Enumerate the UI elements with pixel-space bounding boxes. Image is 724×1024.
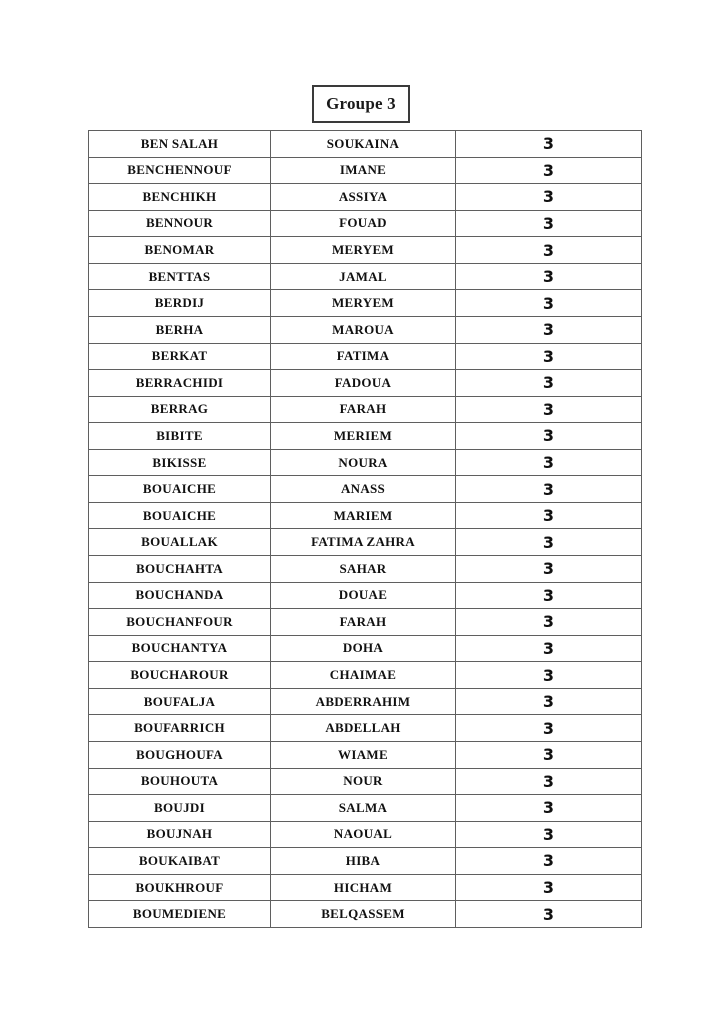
group-cell: 3: [456, 741, 642, 768]
first-name-cell: FATIMA: [271, 343, 456, 370]
last-name-cell: BOUCHANFOUR: [89, 609, 271, 636]
group-cell: 3: [456, 609, 642, 636]
first-name-cell: MARIEM: [271, 502, 456, 529]
last-name-cell: BERRAG: [89, 396, 271, 423]
table-row: [89, 370, 642, 397]
first-name-cell: MAROUA: [271, 316, 456, 343]
group-cell: 3: [456, 131, 642, 158]
group-cell: 3: [456, 556, 642, 583]
table-row: [89, 184, 642, 211]
group-cell: 3: [456, 476, 642, 503]
first-name-cell: MERIEM: [271, 423, 456, 450]
table-row: [89, 343, 642, 370]
last-name-cell: BOUCHAHTA: [89, 556, 271, 583]
last-name-cell: BERKAT: [89, 343, 271, 370]
group-cell: 3: [456, 157, 642, 184]
last-name-cell: BOUKHROUF: [89, 874, 271, 901]
group-cell: 3: [456, 662, 642, 689]
last-name-cell: BOUFARRICH: [89, 715, 271, 742]
first-name-cell: FATIMA ZAHRA: [271, 529, 456, 556]
table-row: [89, 768, 642, 795]
group-cell: 3: [456, 901, 642, 928]
group-cell: 3: [456, 423, 642, 450]
group-cell: 3: [456, 343, 642, 370]
last-name-cell: BOUHOUTA: [89, 768, 271, 795]
last-name-cell: BERDIJ: [89, 290, 271, 317]
first-name-cell: FARAH: [271, 396, 456, 423]
first-name-cell: FARAH: [271, 609, 456, 636]
first-name-cell: NOUR: [271, 768, 456, 795]
table-row: [89, 821, 642, 848]
group-cell: 3: [456, 290, 642, 317]
group-cell: 3: [456, 635, 642, 662]
first-name-cell: HIBA: [271, 848, 456, 875]
last-name-cell: BIKISSE: [89, 449, 271, 476]
table-row: [89, 396, 642, 423]
table-row: [89, 795, 642, 822]
table-row: [89, 449, 642, 476]
first-name-cell: ABDERRAHIM: [271, 688, 456, 715]
first-name-cell: JAMAL: [271, 263, 456, 290]
table-row: [89, 290, 642, 317]
first-name-cell: MERYEM: [271, 237, 456, 264]
table-row: [89, 423, 642, 450]
first-name-cell: ABDELLAH: [271, 715, 456, 742]
table-row: [89, 582, 642, 609]
last-name-cell: BOUMEDIENE: [89, 901, 271, 928]
last-name-cell: BOUCHANTYA: [89, 635, 271, 662]
table-row: [89, 609, 642, 636]
table-row: [89, 662, 642, 689]
last-name-cell: BOUJNAH: [89, 821, 271, 848]
last-name-cell: BERHA: [89, 316, 271, 343]
last-name-cell: BOUALLAK: [89, 529, 271, 556]
table-row: [89, 529, 642, 556]
last-name-cell: BOUJDI: [89, 795, 271, 822]
first-name-cell: NOURA: [271, 449, 456, 476]
first-name-cell: CHAIMAE: [271, 662, 456, 689]
last-name-cell: BENTTAS: [89, 263, 271, 290]
last-name-cell: BERRACHIDI: [89, 370, 271, 397]
last-name-cell: BOUAICHE: [89, 476, 271, 503]
last-name-cell: BOUCHAROUR: [89, 662, 271, 689]
group-cell: 3: [456, 370, 642, 397]
group-cell: 3: [456, 237, 642, 264]
table-row: [89, 556, 642, 583]
group-cell: 3: [456, 316, 642, 343]
last-name-cell: BEN SALAH: [89, 131, 271, 158]
last-name-cell: BOUGHOUFA: [89, 741, 271, 768]
table-row: [89, 237, 642, 264]
first-name-cell: DOUAE: [271, 582, 456, 609]
group-cell: 3: [456, 768, 642, 795]
first-name-cell: WIAME: [271, 741, 456, 768]
last-name-cell: BOUKAIBAT: [89, 848, 271, 875]
first-name-cell: SAHAR: [271, 556, 456, 583]
group-cell: 3: [456, 582, 642, 609]
table-row: [89, 476, 642, 503]
group-cell: 3: [456, 874, 642, 901]
group-cell: 3: [456, 449, 642, 476]
last-name-cell: BENOMAR: [89, 237, 271, 264]
first-name-cell: ASSIYA: [271, 184, 456, 211]
table-row: [89, 316, 642, 343]
last-name-cell: BOUFALJA: [89, 688, 271, 715]
group-cell: 3: [456, 688, 642, 715]
table-row: [89, 715, 642, 742]
first-name-cell: MERYEM: [271, 290, 456, 317]
group-cell: 3: [456, 263, 642, 290]
group-cell: 3: [456, 210, 642, 237]
group-cell: 3: [456, 715, 642, 742]
first-name-cell: SOUKAINA: [271, 131, 456, 158]
first-name-cell: IMANE: [271, 157, 456, 184]
first-name-cell: NAOUAL: [271, 821, 456, 848]
group-cell: 3: [456, 502, 642, 529]
group-title: Groupe 3: [326, 94, 396, 113]
last-name-cell: BOUAICHE: [89, 502, 271, 529]
group-cell: 3: [456, 848, 642, 875]
last-name-cell: BENCHIKH: [89, 184, 271, 211]
table-row: [89, 635, 642, 662]
table-row: [89, 901, 642, 928]
table-row: [89, 502, 642, 529]
group-title-box: [312, 85, 410, 123]
first-name-cell: SALMA: [271, 795, 456, 822]
first-name-cell: HICHAM: [271, 874, 456, 901]
group-cell: 3: [456, 821, 642, 848]
last-name-cell: BENNOUR: [89, 210, 271, 237]
group-cell: 3: [456, 795, 642, 822]
table-row: [89, 688, 642, 715]
group-cell: 3: [456, 184, 642, 211]
last-name-cell: BIBITE: [89, 423, 271, 450]
students-table-body: [89, 131, 642, 928]
last-name-cell: BOUCHANDA: [89, 582, 271, 609]
group-cell: 3: [456, 396, 642, 423]
table-row: [89, 157, 642, 184]
group-cell: 3: [456, 529, 642, 556]
first-name-cell: ANASS: [271, 476, 456, 503]
students-table: [88, 130, 642, 928]
table-row: [89, 741, 642, 768]
first-name-cell: FOUAD: [271, 210, 456, 237]
table-row: [89, 131, 642, 158]
table-row: [89, 874, 642, 901]
table-row: [89, 263, 642, 290]
last-name-cell: BENCHENNOUF: [89, 157, 271, 184]
table-row: [89, 848, 642, 875]
first-name-cell: BELQASSEM: [271, 901, 456, 928]
first-name-cell: DOHA: [271, 635, 456, 662]
first-name-cell: FADOUA: [271, 370, 456, 397]
table-row: [89, 210, 642, 237]
